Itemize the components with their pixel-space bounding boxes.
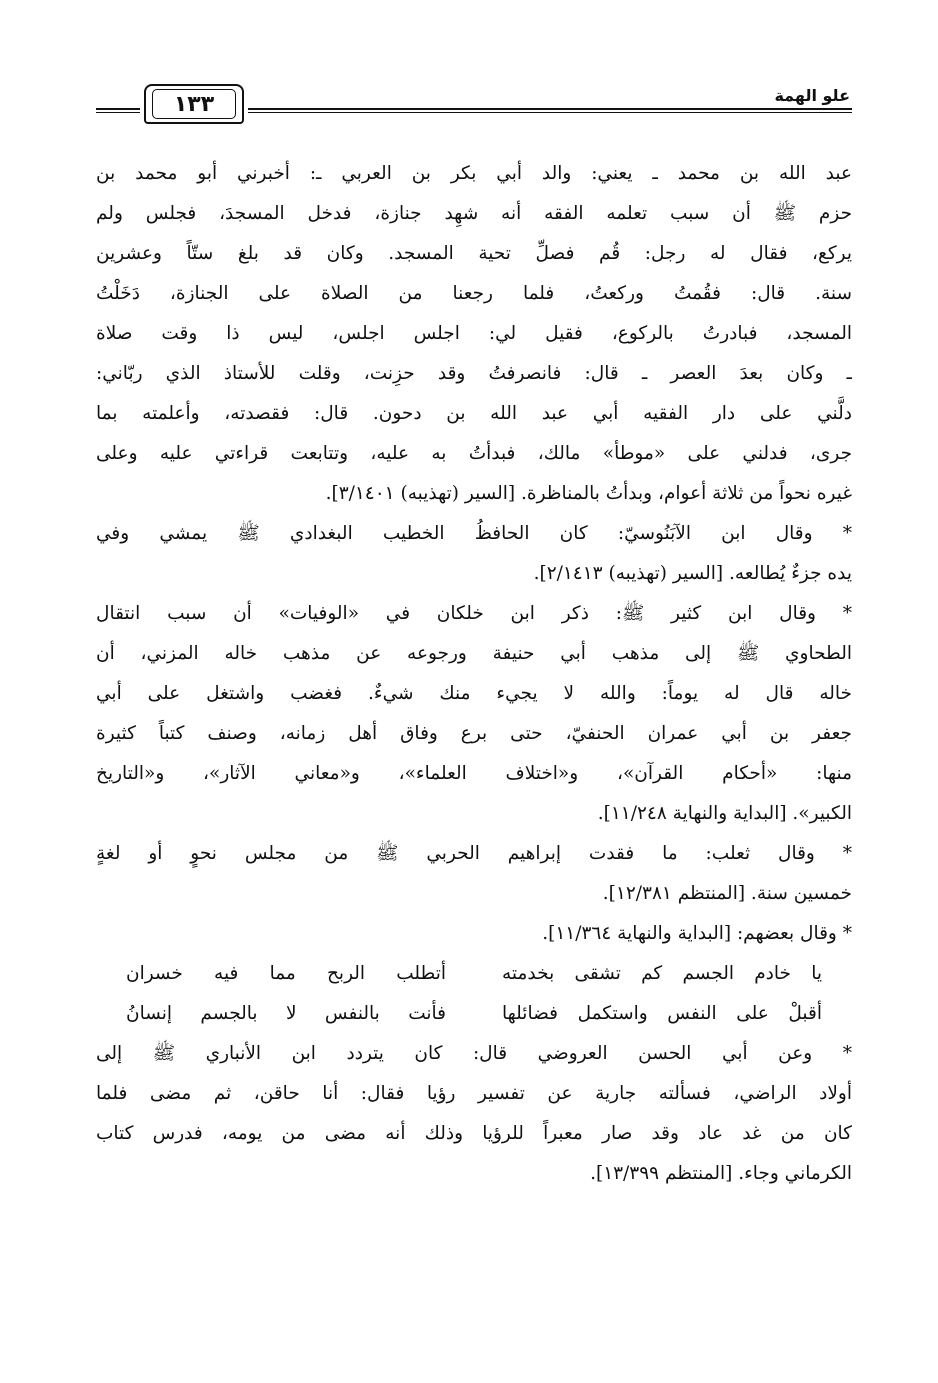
hemistich-second: فأنت بالنفس لا بالجسم إنسانُ bbox=[126, 1003, 446, 1024]
text-line: * وعن أبي الحسن العروضي قال: كان يتردد ابن الأنباري ﷺ إلى bbox=[96, 1043, 852, 1064]
page-header bbox=[96, 78, 852, 128]
text-line: سنة. قال: فقُمتُ وركعتُ، فلما رجعنا من الصلاة على الجنازة، دَخَلْتُ bbox=[96, 283, 852, 304]
header-rule-right bbox=[248, 108, 852, 113]
text-line: المسجد، فبادرتُ بالركوع، فقيل لي: اجلس اجلس، ليس ذا وقت صلاة bbox=[96, 323, 852, 344]
paragraph bbox=[96, 154, 852, 514]
text-line: جرى، فدلني على «موطأ» مالك، فبدأتُ به عليه، وتتابعت قراءتي عليه وعلى bbox=[96, 443, 852, 464]
text-line: خاله قال له يوماً: والله لا يجيء منك شيءٌ. فغضب واشتغل على أبي bbox=[96, 683, 852, 704]
text-line: يده جزءٌ يُطالعه. [السير (تهذيبه) ٢/١٤١٣]. bbox=[533, 563, 852, 584]
header-rule-left bbox=[96, 108, 140, 113]
text-line: * وقال ثعلب: ما فقدت إبراهيم الحربي ﷺ من مجلس نحوٍ أو لغةٍ bbox=[96, 843, 852, 864]
text-line: منها: «أحكام القرآن»، و«اختلاف العلماء»، و«معاني الآثار»، و«التاريخ bbox=[96, 763, 852, 784]
poem-verse bbox=[126, 954, 822, 994]
text-line: * وقال ابن كثير ﷺ: ذكر ابن خلكان في «الوفيات» أن سبب انتقال bbox=[96, 603, 852, 624]
text-line: ـ وكان بعدَ العصر ـ قال: فانصرفتُ وقد حزِنت، وقلت للأستاذ الذي ربّاني: bbox=[96, 363, 852, 384]
text-line: خمسين سنة. [المنتظم ١٢/٣٨١]. bbox=[602, 883, 852, 904]
text-line: الكرماني وجاء. [المنتظم ١٣/٣٩٩]. bbox=[590, 1163, 852, 1184]
text-line: دلَّني على دار الفقيه أبي عبد الله بن دحون. قال: فقصدته، وأعلمته بما bbox=[96, 403, 852, 424]
text-line: حزم ﷺ أن سبب تعلمه الفقه أنه شهِد جنازة، فدخل المسجدَ، فجلس ولم bbox=[96, 203, 852, 224]
text-line: الطحاوي ﷺ إلى مذهب أبي حنيفة ورجوعه عن مذهب خاله المزني، أن bbox=[96, 643, 852, 664]
text-line: يركع، فقال له رجل: قُم فصلِّ تحية المسجد. وكان قد بلغ ستّاً وعشرين bbox=[96, 243, 852, 264]
text-line: أولاد الراضي، فسألته جارية عن تفسير رؤيا فقال: أنا حاقن، ثم مضى فلما bbox=[96, 1083, 852, 1104]
paragraph bbox=[96, 834, 852, 914]
hemistich-second: أتطلب الربح مما فيه خسران bbox=[126, 963, 446, 984]
hemistich-first: أقبلْ على النفس واستكمل فضائلها bbox=[502, 1003, 822, 1024]
text-line: كان من غد عاد وقد صار معبراً للرؤيا وذلك أنه مضى من يومه، فدرس كتاب bbox=[96, 1123, 852, 1144]
text-line: الكبير». [البداية والنهاية ١١/٢٤٨]. bbox=[597, 803, 852, 824]
paragraph bbox=[96, 1034, 852, 1194]
paragraph bbox=[96, 514, 852, 594]
hemistich-first: يا خادم الجسم كم تشقى بخدمته bbox=[502, 963, 822, 984]
page-number: ١٣٣ bbox=[173, 91, 215, 117]
text-line: * وقال ابن الآبَنُوسيّ: كان الحافظُ الخطيب البغدادي ﷺ يمشي وفي bbox=[96, 523, 852, 544]
paragraph bbox=[96, 914, 852, 954]
text-line: جعفر بن أبي عمران الحنفيّ، حتى برع وفاق أهل زمانه، وصنف كتباً كثيرة bbox=[96, 723, 852, 744]
paragraph bbox=[96, 594, 852, 834]
poem bbox=[96, 954, 852, 1034]
text-line: * وقال بعضهم: [البداية والنهاية ١١/٣٦٤]. bbox=[542, 923, 852, 944]
text-line: عبد الله بن محمد ـ يعني: والد أبي بكر بن العربي ـ: أخبرني أبو محمد بن bbox=[96, 163, 852, 184]
page-number-frame bbox=[144, 84, 244, 124]
poem-verse bbox=[126, 994, 822, 1034]
page-body bbox=[96, 154, 852, 1194]
running-title: علو الهمة bbox=[774, 86, 850, 105]
text-line: غيره نحواً من ثلاثة أعوام، وبدأتُ بالمناظرة. [السير (تهذيبه) ٣/١٤٠١]. bbox=[325, 483, 852, 504]
